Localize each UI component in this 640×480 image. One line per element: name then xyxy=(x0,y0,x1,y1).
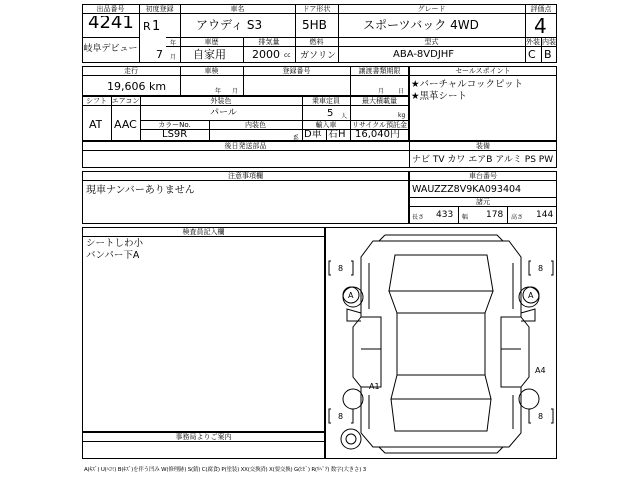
length: 433 xyxy=(436,210,454,220)
color-no: LS9R xyxy=(162,129,188,140)
import: D車 xyxy=(304,129,322,140)
doc-deadline-day-suffix: 日 xyxy=(398,88,405,95)
hood xyxy=(389,255,493,291)
ac: AAC xyxy=(114,118,137,131)
handle: 右H xyxy=(328,129,346,140)
notes: 現車ナンバーありません xyxy=(86,185,195,196)
color-no-label: カラーNo. xyxy=(158,121,191,129)
inspector-label: 検査員記入欄 xyxy=(182,228,225,236)
car-name-label: 車名 xyxy=(230,5,245,13)
recycle-label: リサイクル預託金 xyxy=(351,121,408,129)
selling-point-2: ★黒革シート xyxy=(411,91,468,102)
body-outline xyxy=(353,241,529,447)
tire-rl-value: 8 xyxy=(338,412,344,421)
wheel-rr xyxy=(519,389,539,409)
score: 4 xyxy=(534,15,547,37)
load-unit: kg xyxy=(398,112,406,119)
int-color-suffix: 系 xyxy=(293,135,300,142)
insp-year-suffix: 年 xyxy=(215,88,222,95)
capacity-label: 乗車定員 xyxy=(312,97,340,105)
right-doors xyxy=(501,317,521,387)
wheel-rl xyxy=(343,389,363,409)
capacity-unit: 人 xyxy=(341,113,348,120)
dims-label: 諸元 xyxy=(476,198,490,206)
rear-window xyxy=(391,375,491,399)
ext-color-label: 外装色 xyxy=(210,97,232,105)
insp-month-suffix: 月 xyxy=(232,88,239,95)
import-label: 輸入車 xyxy=(315,121,337,129)
mileage-label: 走行 xyxy=(124,67,138,75)
height: 144 xyxy=(536,210,554,220)
displacement: 2000 xyxy=(252,48,280,61)
load-label: 最大積載量 xyxy=(362,97,397,105)
windshield xyxy=(389,291,493,313)
selling-point-1: ★バーチャルコックピット xyxy=(411,79,524,90)
notes-label: 注意事項欄 xyxy=(228,172,263,180)
left-doors xyxy=(361,317,381,387)
reg-no-label: 登録番号 xyxy=(282,67,311,75)
mark-a-front: A xyxy=(348,291,354,300)
door: 5HB xyxy=(302,18,327,32)
doc-deadline-label: 譲渡書類期限 xyxy=(358,67,401,75)
rear-bumper xyxy=(379,447,503,453)
interior: B xyxy=(544,48,552,61)
length-label: 長さ xyxy=(412,214,425,221)
roof xyxy=(397,313,485,375)
inspector-note-1: シートしわ小 xyxy=(86,238,144,249)
grade: スポーツバック 4WD xyxy=(363,18,479,32)
parts-later-label: 後日発送部品 xyxy=(224,142,267,150)
displacement-unit: cc xyxy=(284,52,291,59)
first-reg-label: 初度登録 xyxy=(145,5,174,13)
recycle: 16,040円 xyxy=(355,129,400,140)
inspection-label: 車検 xyxy=(204,67,219,75)
model-label: 型式 xyxy=(424,38,439,46)
tire-fr-value: 8 xyxy=(538,264,544,273)
vin: WAUZZZ8V9KA093404 xyxy=(412,184,522,195)
front-bumper xyxy=(379,235,503,241)
door-label: ドア形状 xyxy=(302,5,331,13)
office-label: 事務局よりご案内 xyxy=(175,433,232,441)
grade-label: グレード xyxy=(417,5,446,13)
height-label: 高さ xyxy=(511,214,524,221)
trunk xyxy=(391,399,491,431)
exterior-label: 外装 xyxy=(526,38,540,46)
first-reg-year: 1 xyxy=(152,20,161,34)
shift: AT xyxy=(89,118,103,131)
capacity: 5 xyxy=(327,108,334,119)
width-label: 幅 xyxy=(462,214,469,221)
model: ABA-8VDJHF xyxy=(393,49,455,60)
era-prefix: R xyxy=(143,20,151,33)
year-suffix: 年 xyxy=(170,40,177,47)
tire-fl-value: 8 xyxy=(338,264,344,273)
fuel: ガソリン xyxy=(300,51,337,61)
int-color-label: 内装色 xyxy=(245,121,266,129)
ext-color: パール xyxy=(210,108,237,118)
exterior: C xyxy=(528,48,536,61)
equipment-label: 装備 xyxy=(476,142,490,150)
car-name: アウディ S3 xyxy=(196,18,263,32)
width: 178 xyxy=(486,210,504,220)
usage: 自家用 xyxy=(193,48,226,61)
mark-a1: A1 xyxy=(369,382,380,391)
mileage: 19,606 km xyxy=(107,80,167,93)
mark-a4: A4 xyxy=(535,366,546,375)
first-reg-month: 7 xyxy=(156,48,163,61)
interior-label: 内装 xyxy=(542,38,556,46)
fuel-label: 燃料 xyxy=(309,38,324,46)
score-label: 評価点 xyxy=(530,5,552,13)
lot-no: 4241 xyxy=(88,16,134,30)
car-diagram xyxy=(325,227,557,459)
lot-no-label: 出品番号 xyxy=(96,5,125,13)
month-suffix: 月 xyxy=(170,54,177,61)
inspector-note-2: バンパー下A xyxy=(86,250,140,261)
footer-legend: A(ｷｽﾞ) U(ﾍｺﾐ) B(ｷｽﾞ)を伴う凹み W(修理跡) S(錆) C(腐食) P(塗装) XX(交換済) X(要交換) G(ﾋﾋﾞ) R(ﾘﾍﾟｱ) 数字(大きさ) 3 xyxy=(84,467,367,473)
vin-label: 車台番号 xyxy=(469,172,497,180)
equipment: ナビ TV カワ エアB アルミ PS PW xyxy=(412,155,554,165)
tire-rr-value: 8 xyxy=(538,412,544,421)
selling-points-label: セールスポイント xyxy=(455,67,511,75)
doc-deadline-month-suffix: 月 xyxy=(378,88,385,95)
usage-label: 車歴 xyxy=(204,38,219,46)
displacement-label: 排気量 xyxy=(258,38,280,46)
ac-label: エアコン xyxy=(111,97,140,105)
shift-label: シフト xyxy=(86,97,107,105)
venue: 岐阜デビュー xyxy=(83,44,138,54)
mark-a-rear: A xyxy=(528,291,534,300)
spare-wheel xyxy=(341,429,361,449)
